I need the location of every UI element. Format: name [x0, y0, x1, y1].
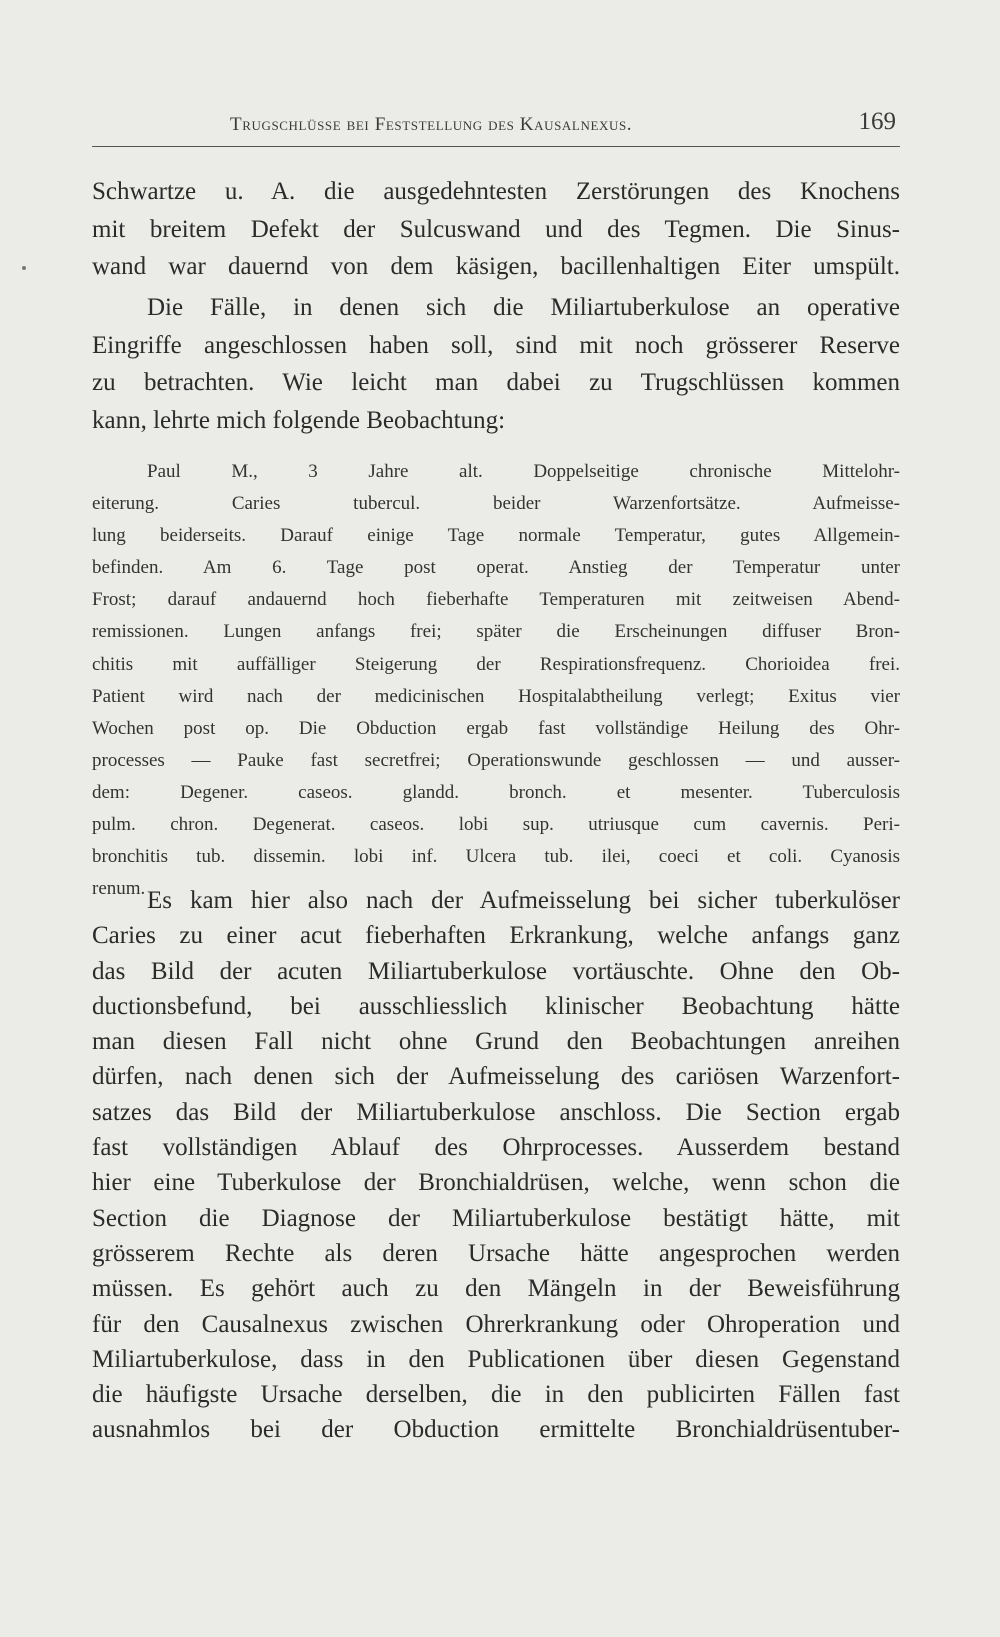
case-line: remissionen. Lungen anfangs frei; später die Erscheinungen diffuser Bron-	[92, 621, 900, 643]
header-rule	[92, 146, 900, 147]
text-line: man diesen Fall nicht ohne Grund den Beobachtungen anreihen	[92, 1028, 900, 1056]
text-line: Caries zu einer acut fieberhaften Erkrankung, welche anfangs ganz	[92, 922, 900, 950]
paragraph-1	[92, 173, 900, 286]
text-line: für den Causalnexus zwischen Ohrerkrankung oder Ohroperation und	[92, 1310, 900, 1338]
text-line: Schwartze u. A. die ausgedehntesten Zerstörungen des Knochens	[92, 178, 900, 205]
text-line: zu betrachten. Wie leicht man dabei zu Trugschlüssen kommen	[92, 369, 900, 396]
case-line: processes — Pauke fast secretfrei; Operationswunde geschlossen — und ausser-	[92, 749, 900, 771]
paragraph-2	[92, 289, 900, 439]
text-line: hier eine Tuberkulose der Bronchialdrüsen, welche, wenn schon die	[92, 1169, 900, 1197]
text-line: Miliartuberkulose, dass in den Publicationen über diesen Gegenstand	[92, 1345, 900, 1373]
text-line: grösserem Rechte als deren Ursache hätte angesprochen werden	[92, 1239, 900, 1267]
case-line: renum.	[92, 878, 146, 900]
page-speck	[22, 266, 26, 270]
case-line: Paul M., 3 Jahre alt. Doppelseitige chronische Mittelohr-	[147, 461, 900, 482]
case-line: Wochen post op. Die Obduction ergab fast vollständige Heilung des Ohr-	[92, 717, 900, 739]
case-line: Patient wird nach der medicinischen Hospitalabtheilung verlegt; Exitus vier	[92, 685, 900, 707]
page-number: 169	[858, 108, 896, 135]
text-line: wand war dauernd von dem käsigen, bacillenhaltigen Eiter umspült.	[92, 253, 900, 280]
case-line: chitis mit auffälliger Steigerung der Respirationsfrequenz. Chorioidea frei.	[92, 653, 900, 675]
running-title: Trugschlüsse bei Feststellung des Kausalnexus.	[230, 114, 633, 135]
case-line: bronchitis tub. dissemin. lobi inf. Ulcera tub. ilei, coeci et coli. Cyanosis	[92, 846, 900, 868]
text-line: Eingriffe angeschlossen haben soll, sind mit noch grösserer Reserve	[92, 331, 900, 359]
text-line: satzes das Bild der Miliartuberkulose anschloss. Die Section ergab	[92, 1098, 900, 1126]
case-line: lung beiderseits. Darauf einige Tage normale Temperatur, gutes Allgemein-	[92, 525, 900, 547]
case-line: pulm. chron. Degenerat. caseos. lobi sup. utriusque cum cavernis. Peri-	[92, 814, 900, 836]
text-line: ausnahmlos bei der Obduction ermittelte Bronchialdrüsentuber-	[92, 1416, 900, 1444]
text-line: ductionsbefund, bei ausschliesslich klinischer Beobachtung hätte	[92, 992, 900, 1020]
case-line: Frost; darauf andauernd hoch fieberhafte Temperaturen mit zeitweisen Abend-	[92, 589, 900, 611]
paragraph-3	[92, 883, 900, 1448]
text-line: kann, lehrte mich folgende Beobachtung:	[92, 406, 506, 434]
text-line: das Bild der acuten Miliartuberkulose vortäuschte. Ohne den Ob-	[92, 957, 900, 985]
text-line: müssen. Es gehört auch zu den Mängeln in der Beweisführung	[92, 1275, 900, 1303]
text-line: die häufigste Ursache derselben, die in den publicirten Fällen fast	[92, 1381, 900, 1409]
text-line: dürfen, nach denen sich der Aufmeisselung des cariösen Warzenfort-	[92, 1063, 900, 1091]
case-line: eiterung. Caries tubercul. beider Warzenfortsätze. Aufmeisse-	[92, 493, 900, 515]
case-report	[92, 456, 900, 905]
text-line: Es kam hier also nach der Aufmeisselung bei sicher tuberkulöser	[147, 887, 900, 914]
case-line: befinden. Am 6. Tage post operat. Anstieg der Temperatur unter	[92, 557, 900, 579]
case-line: dem: Degener. caseos. glandd. bronch. et mesenter. Tuberculosis	[92, 781, 900, 803]
text-line: Die Fälle, in denen sich die Miliartuberkulose an operative	[147, 294, 900, 321]
page-header	[92, 106, 900, 146]
text-line: mit breitem Defekt der Sulcuswand und des Tegmen. Die Sinus-	[92, 215, 900, 243]
text-line: Section die Diagnose der Miliartuberkulose bestätigt hätte, mit	[92, 1204, 900, 1232]
text-line: fast vollständigen Ablauf des Ohrprocesses. Ausserdem bestand	[92, 1134, 900, 1162]
